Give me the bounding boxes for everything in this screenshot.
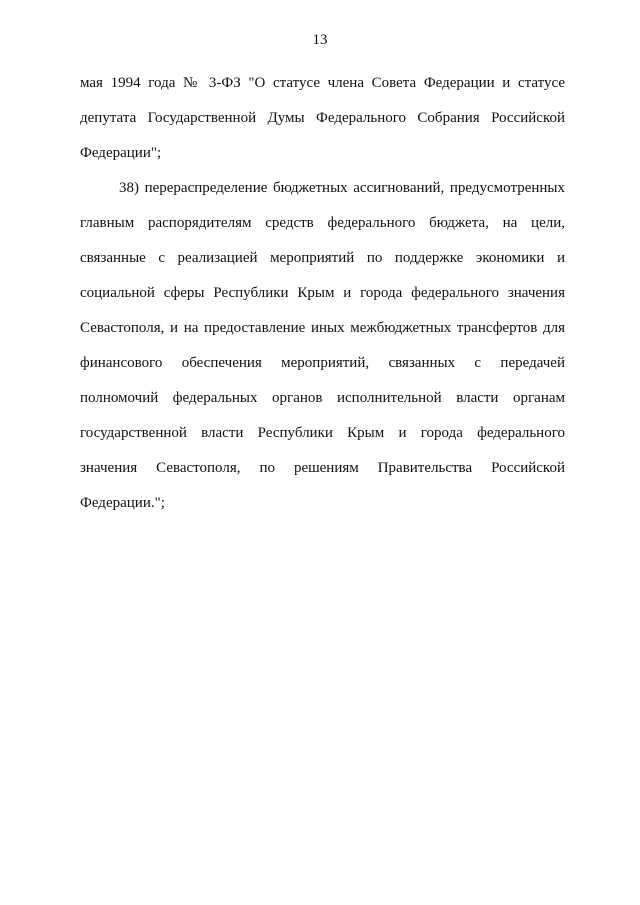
text-line: полномочий федеральных органов исполнительной власти органам (80, 390, 565, 406)
text-line: финансового обеспечения мероприятий, связанных с передачей (80, 355, 565, 371)
page-number: 13 (312, 32, 328, 48)
text-line: социальной сферы Республики Крым и города федерального значения (80, 285, 565, 301)
text-line: Федерации."; (80, 495, 165, 511)
text-line: мая 1994 года № 3-ФЗ "О статусе члена Совета Федерации и статусе (80, 75, 565, 91)
text-line: связанные с реализацией мероприятий по поддержке экономики и (80, 250, 565, 266)
text-line: 38) перераспределение бюджетных ассигнований, предусмотренных (119, 180, 565, 196)
paragraph-continuation (80, 66, 565, 171)
text-line: государственной власти Республики Крым и города федерального (80, 425, 565, 441)
text-line: значения Севастополя, по решениям Правительства Российской (80, 460, 565, 476)
paragraph-item-38 (80, 171, 565, 521)
text-line: Севастополя, и на предоставление иных межбюджетных трансфертов для (80, 320, 565, 336)
document-body (80, 66, 565, 521)
text-line: Федерации"; (80, 145, 162, 161)
text-line: депутата Государственной Думы Федерального Собрания Российской (80, 110, 565, 126)
text-line: главным распорядителям средств федерального бюджета, на цели, (80, 215, 565, 231)
